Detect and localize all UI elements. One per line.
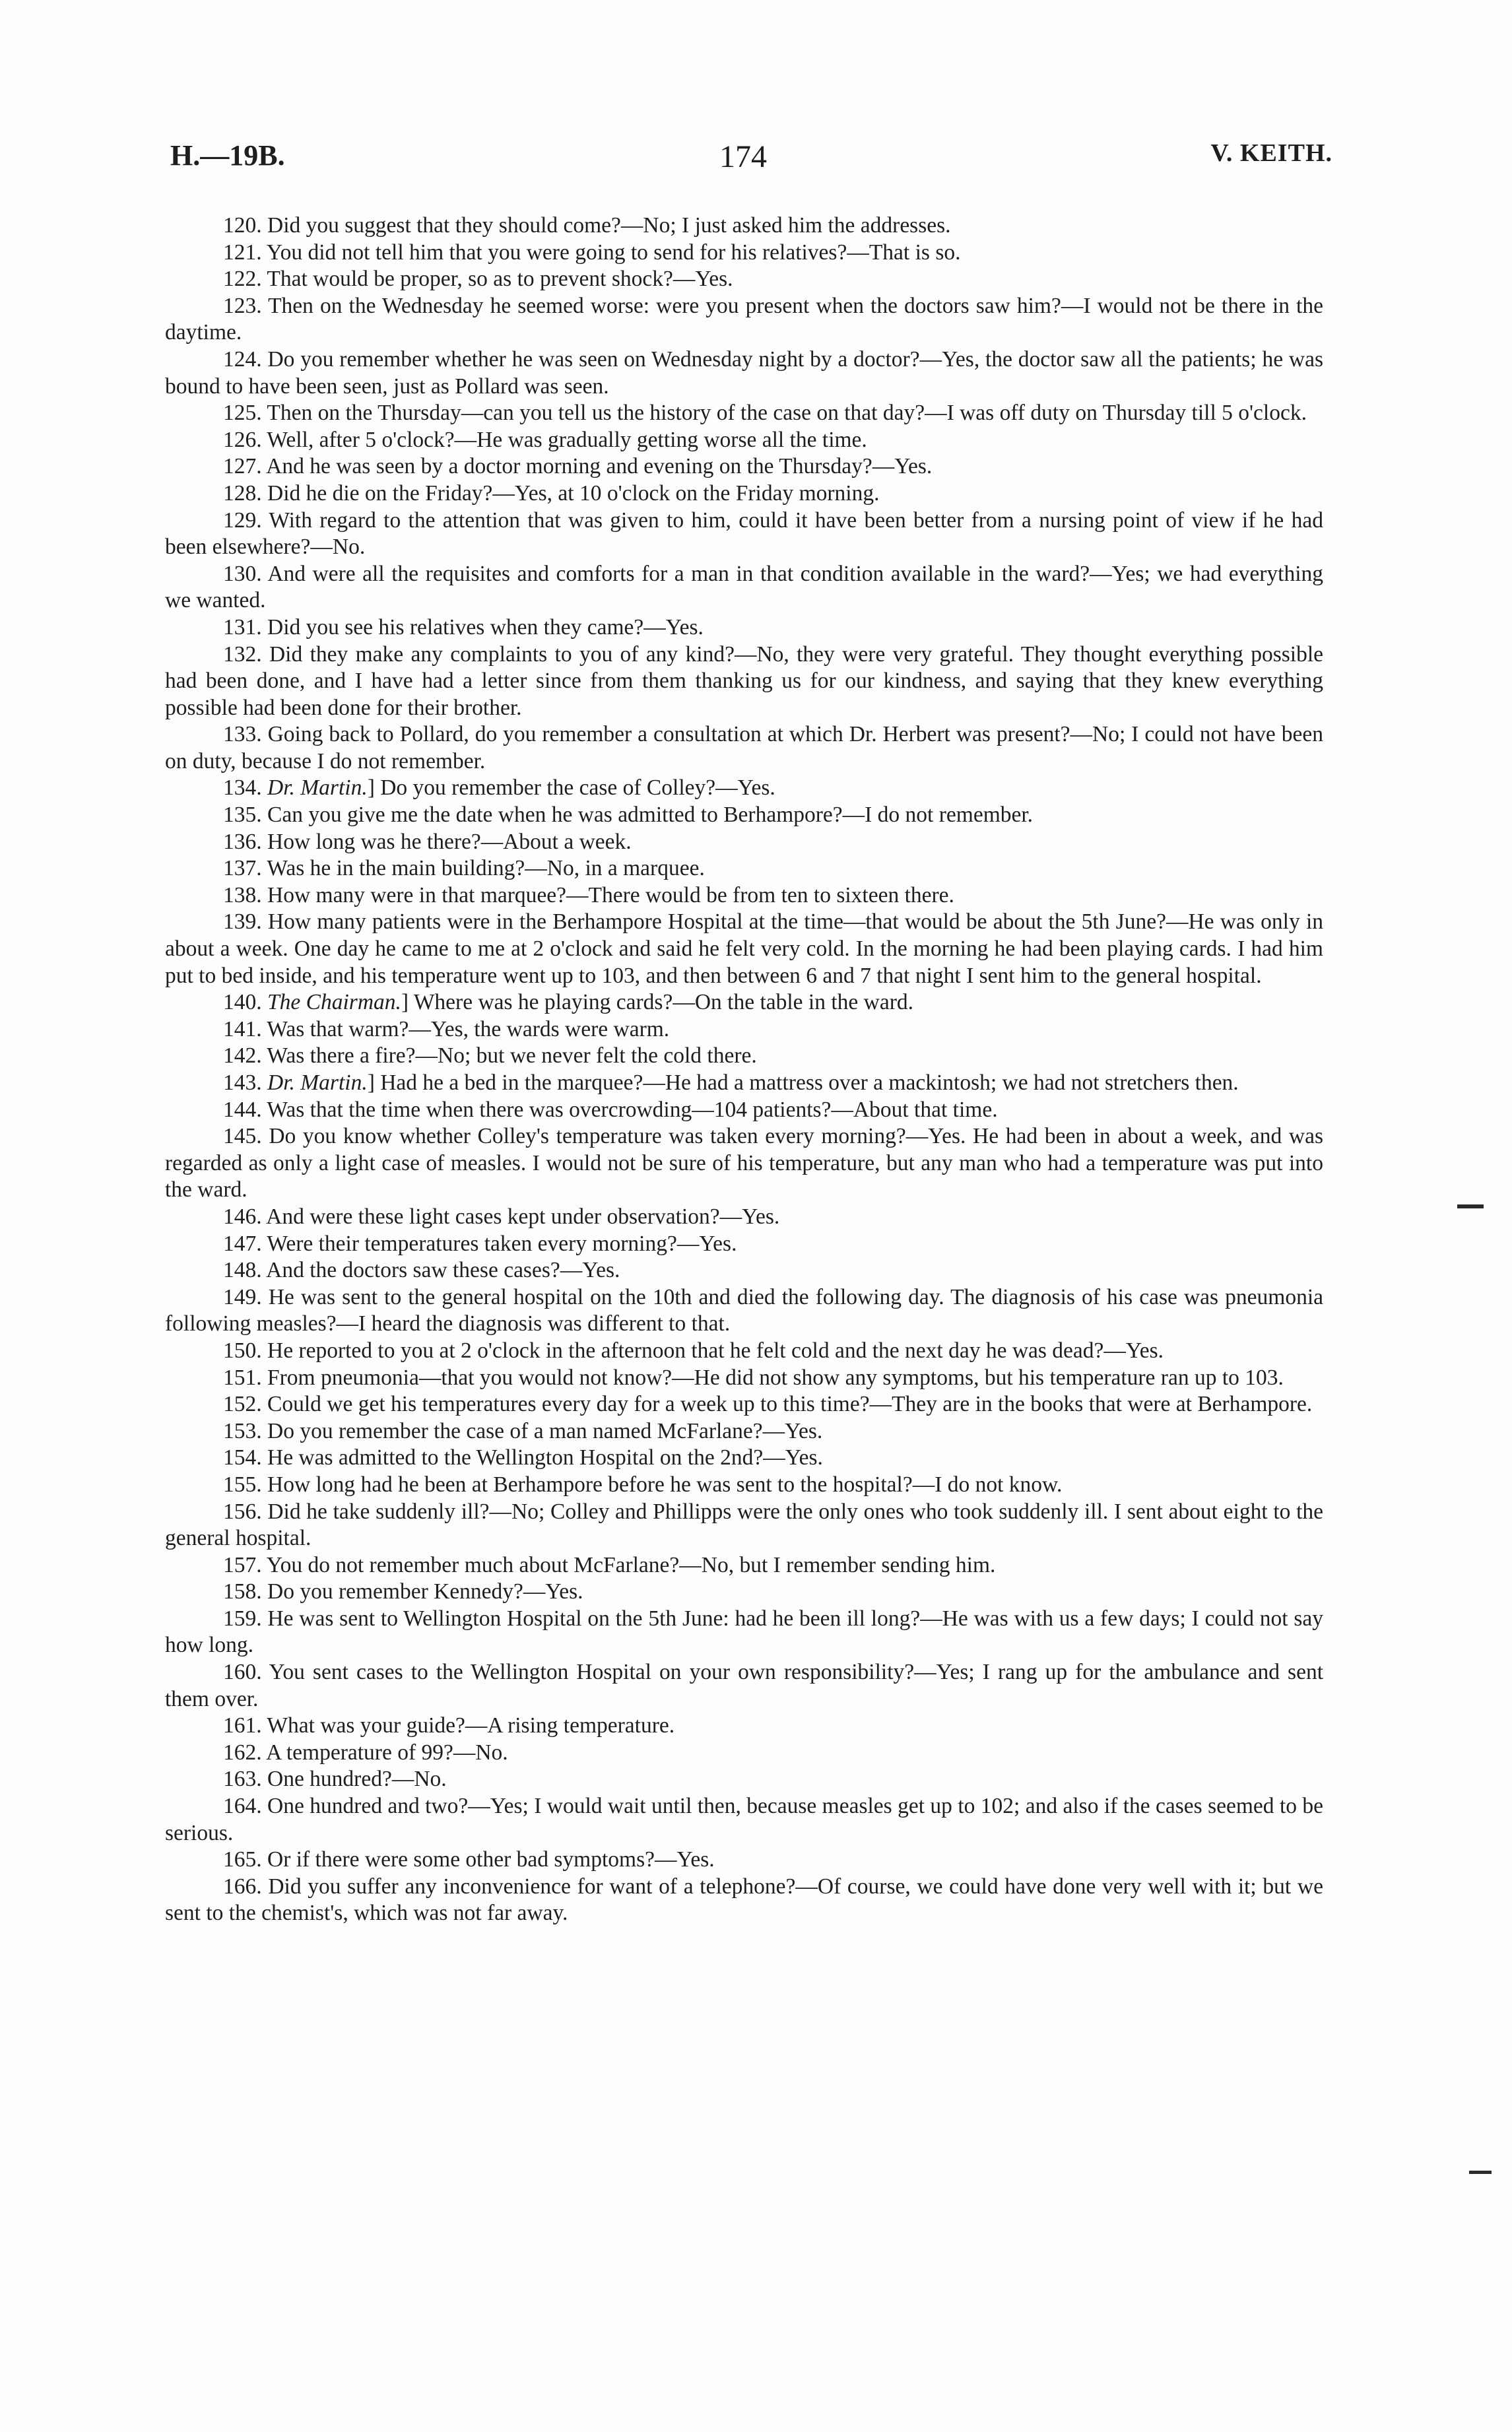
entry-number: 144.	[223, 1097, 262, 1122]
entry-number: 128.	[223, 480, 262, 506]
testimony-entry	[165, 721, 1323, 775]
entry-text: One hundred and two?—Yes; I would wait until then, because measles get up to 102; and also if the cases seemed to be serious.	[165, 1794, 1324, 1845]
entry-number: 154.	[223, 1445, 262, 1470]
testimony-body	[165, 213, 1323, 1927]
testimony-entry	[165, 561, 1323, 614]
entry-text: Did you suggest that they should come?—No; I just asked him the addresses.	[267, 213, 951, 238]
entry-number: 126.	[223, 427, 262, 452]
entry-text: You sent cases to the Wellington Hospital on your own responsibility?—Yes; I rang up for the ambulance and sent them over.	[165, 1660, 1323, 1711]
entry-number: 139.	[223, 909, 262, 935]
entry-number: 127.	[223, 454, 262, 479]
entry-text: What was your guide?—A rising temperature.	[267, 1713, 675, 1738]
entry-text: Can you give me the date when he was admitted to Berhampore?—I do not remember.	[267, 803, 1034, 828]
entry-text: Could we get his temperatures every day for a week up to this time?—They are in the books that were at Berhampore.	[267, 1392, 1313, 1417]
testimony-entry	[165, 1445, 1323, 1472]
page-number: 174	[719, 139, 767, 174]
entry-number: 151.	[223, 1365, 262, 1390]
entry-text: You did not tell him that you were going to send for his relatives?—That is so.	[266, 240, 961, 265]
entry-text: Did he die on the Friday?—Yes, at 10 o'clock on the Friday morning.	[267, 480, 880, 506]
entry-number: 123.	[223, 293, 262, 318]
testimony-entry	[165, 1472, 1323, 1499]
entry-text: He reported to you at 2 o'clock in the afternoon that he felt cold and the next day he was dead?—Yes.	[267, 1338, 1164, 1363]
entry-text: Did he take suddenly ill?—No; Colley and Phillipps were the only ones who took suddenly ill. I sent about eight to the general hospital.	[165, 1499, 1324, 1551]
testimony-entry	[165, 1418, 1323, 1445]
entry-text: That would be proper, so as to prevent shock?—Yes.	[267, 267, 733, 292]
testimony-entry	[165, 1713, 1323, 1740]
entry-number: 146.	[223, 1204, 262, 1229]
entry-text: Did you see his relatives when they came?—Yes.	[267, 614, 704, 640]
entry-text: Was there a fire?—No; but we never felt the cold there.	[267, 1043, 757, 1068]
entry-text: One hundred?—No.	[267, 1767, 447, 1792]
entry-text: And the doctors saw these cases?—Yes.	[266, 1258, 620, 1283]
entry-text: He was sent to Wellington Hospital on the 5th June: had he been ill long?—He was with us a few days; I could not say how long.	[165, 1606, 1324, 1658]
testimony-entry	[165, 614, 1323, 641]
testimony-entry	[165, 1043, 1323, 1070]
entry-number: 133.	[223, 722, 262, 747]
testimony-entry	[165, 480, 1323, 508]
margin-mark	[1457, 1204, 1484, 1208]
testimony-entry	[165, 346, 1323, 400]
entry-number: 135.	[223, 803, 262, 828]
testimony-entry	[165, 1874, 1323, 1927]
testimony-entry	[165, 1097, 1323, 1124]
entry-text: ] Where was he playing cards?—On the table in the ward.	[401, 990, 914, 1015]
entry-text: How long was he there?—About a week.	[267, 829, 632, 854]
margin-mark	[1469, 2171, 1492, 2174]
entry-number: 148.	[223, 1258, 262, 1283]
entry-text: Then on the Thursday—can you tell us the history of the case on that day?—I was off duty on Thursday till 5 o'clock.	[267, 401, 1307, 426]
testimony-entry	[165, 293, 1323, 346]
testimony-entry	[165, 829, 1323, 856]
testimony-entry	[165, 641, 1323, 722]
testimony-entry	[165, 1579, 1323, 1606]
entry-number: 165.	[223, 1847, 262, 1872]
testimony-entry	[165, 1365, 1323, 1392]
entry-number: 124.	[223, 346, 262, 372]
entry-number: 122.	[223, 267, 262, 292]
entry-text: With regard to the attention that was given to him, could it have been better from a nursing point of view if he had been elsewhere?—No.	[165, 508, 1323, 560]
testimony-entry	[165, 1793, 1323, 1847]
entry-number: 130.	[223, 561, 262, 586]
entry-text: Were their temperatures taken every morning?—Yes.	[267, 1231, 737, 1256]
entry-text: Do you remember Kennedy?—Yes.	[267, 1579, 583, 1604]
entry-number: 121.	[223, 240, 262, 265]
entry-text: And he was seen by a doctor morning and evening on the Thursday?—Yes.	[266, 454, 933, 479]
entry-number: 163.	[223, 1767, 262, 1792]
entry-number: 157.	[223, 1552, 262, 1577]
entry-text: Did you suffer any inconvenience for want of a telephone?—Of course, we could have done very well with it; but we sent to the chemist's, which was not far away.	[165, 1874, 1323, 1926]
testimony-entry	[165, 1231, 1323, 1258]
entry-text: ] Had he a bed in the marquee?—He had a mattress over a mackintosh; we had not stretchers then.	[367, 1070, 1239, 1095]
entry-number: 155.	[223, 1472, 262, 1497]
entry-number: 145.	[223, 1124, 262, 1149]
entry-text: From pneumonia—that you would not know?—He did not show any symptoms, but his temperature ran up to 103.	[267, 1365, 1284, 1390]
entry-number: 149.	[223, 1284, 262, 1309]
testimony-entry	[165, 240, 1323, 267]
witness-name: V. KEITH.	[1210, 139, 1332, 167]
testimony-entry	[165, 1606, 1323, 1659]
testimony-entry	[165, 1847, 1323, 1874]
entry-text: And were all the requisites and comforts for a man in that condition available in the ward?—Yes; we had everything we wanted.	[165, 561, 1323, 613]
entry-number: 125.	[223, 401, 262, 426]
entry-text: A temperature of 99?—No.	[266, 1740, 508, 1765]
testimony-entry	[165, 1766, 1323, 1793]
entry-number: 161.	[223, 1713, 262, 1738]
entry-text: Do you remember the case of a man named McFarlane?—Yes.	[267, 1418, 823, 1443]
entry-text: How long had he been at Berhampore before he was sent to the hospital?—I do not know.	[267, 1472, 1063, 1497]
testimony-entry	[165, 1659, 1323, 1713]
entry-text: Or if there were some other bad symptoms?—Yes.	[267, 1847, 715, 1872]
testimony-entry	[165, 1257, 1323, 1284]
entry-number: 140.	[223, 990, 262, 1015]
entry-number: 153.	[223, 1418, 262, 1443]
testimony-entry	[165, 427, 1323, 454]
entry-text: Well, after 5 o'clock?—He was gradually getting worse all the time.	[267, 427, 867, 452]
entry-number: 137.	[223, 856, 262, 881]
testimony-entry	[165, 453, 1323, 480]
testimony-entry	[165, 1552, 1323, 1579]
entry-text: Did they make any complaints to you of any kind?—No, they were very grateful. They thought everything possible had been done, and I have had a letter since from them thanking us for our kindness, and saying that they knew everything possible had been done for their brother.	[165, 641, 1324, 720]
entry-text: Do you know whether Colley's temperature was taken every morning?—Yes. He had been in about a week, and was regarded as only a light case of measles. I would not be sure of his temperature, but any man who had a temperature was put into the ward.	[165, 1124, 1324, 1202]
entry-number: 129.	[223, 508, 262, 533]
entry-number: 164.	[223, 1794, 262, 1819]
entry-number: 162.	[223, 1740, 262, 1765]
testimony-entry	[165, 989, 1323, 1016]
testimony-entry	[165, 802, 1323, 829]
entry-number: 160.	[223, 1660, 262, 1685]
testimony-entry	[165, 855, 1323, 882]
entry-text: Going back to Pollard, do you remember a consultation at which Dr. Herbert was present?—No; I could not have been on duty, because I do not remember.	[165, 722, 1324, 773]
entry-text: Was that warm?—Yes, the wards were warm.	[267, 1016, 670, 1041]
testimony-entry	[165, 508, 1323, 561]
entry-text: ] Do you remember the case of Colley?—Yes.	[367, 775, 775, 801]
entry-number: 132.	[223, 641, 262, 667]
entry-number: 159.	[223, 1606, 262, 1631]
entry-number: 166.	[223, 1874, 262, 1899]
entry-text: Was he in the main building?—No, in a marquee.	[267, 856, 705, 881]
speaker-name: Dr. Martin.	[267, 1070, 368, 1095]
page-header	[0, 139, 1512, 185]
testimony-entry	[165, 882, 1323, 909]
entry-number: 150.	[223, 1338, 262, 1363]
entry-text: Then on the Wednesday he seemed worse: were you present when the doctors saw him?—I would not be there in the daytime.	[165, 293, 1323, 345]
testimony-entry	[165, 266, 1323, 293]
entry-text: How many patients were in the Berhampore Hospital at the time—that would be about the 5th June?—He was only in about a week. One day he came to me at 2 o'clock and said he felt very cold. In the morning he had been playing cards. I had him put to bed inside, and his temperature went up to 103, and then between 6 and 7 that night I sent him to the general hospital.	[165, 909, 1323, 988]
entry-number: 158.	[223, 1579, 262, 1604]
testimony-entry	[165, 1123, 1323, 1204]
entry-text: Was that the time when there was overcrowding—104 patients?—About that time.	[267, 1097, 998, 1122]
testimony-entry	[165, 775, 1323, 802]
speaker-name: Dr. Martin.	[267, 775, 368, 801]
document-reference: H.—19B.	[170, 139, 285, 172]
testimony-entry	[165, 1391, 1323, 1418]
testimony-entry	[165, 1016, 1323, 1043]
testimony-entry	[165, 1070, 1323, 1097]
entry-number: 136.	[223, 829, 262, 854]
testimony-entry	[165, 1338, 1323, 1365]
entry-number: 156.	[223, 1499, 262, 1524]
entry-number: 143.	[223, 1070, 262, 1095]
testimony-entry	[165, 909, 1323, 989]
entry-number: 147.	[223, 1231, 262, 1256]
testimony-entry	[165, 400, 1323, 427]
testimony-entry	[165, 1284, 1323, 1338]
testimony-entry	[165, 1499, 1323, 1552]
entry-text: And were these light cases kept under observation?—Yes.	[266, 1204, 780, 1229]
testimony-entry	[165, 1204, 1323, 1231]
entry-number: 131.	[223, 614, 262, 640]
entry-number: 142.	[223, 1043, 262, 1068]
entry-text: You do not remember much about McFarlane?—No, but I remember sending him.	[266, 1552, 996, 1577]
entry-number: 138.	[223, 882, 262, 907]
entry-number: 152.	[223, 1392, 262, 1417]
entry-number: 120.	[223, 213, 262, 238]
entry-text: He was admitted to the Wellington Hospital on the 2nd?—Yes.	[267, 1445, 823, 1470]
entry-text: He was sent to the general hospital on the 10th and died the following day. The diagnosis of his case was pneumonia following measles?—I heard the diagnosis was different to that.	[165, 1284, 1323, 1336]
entry-text: Do you remember whether he was seen on Wednesday night by a doctor?—Yes, the doctor saw all the patients; he was bound to have been seen, just as Pollard was seen.	[165, 346, 1323, 399]
entry-number: 141.	[223, 1016, 262, 1041]
entry-text: How many were in that marquee?—There would be from ten to sixteen there.	[267, 882, 954, 907]
entry-number: 134.	[223, 775, 262, 801]
testimony-entry	[165, 1740, 1323, 1767]
speaker-name: The Chairman.	[267, 990, 401, 1015]
testimony-entry	[165, 213, 1323, 240]
